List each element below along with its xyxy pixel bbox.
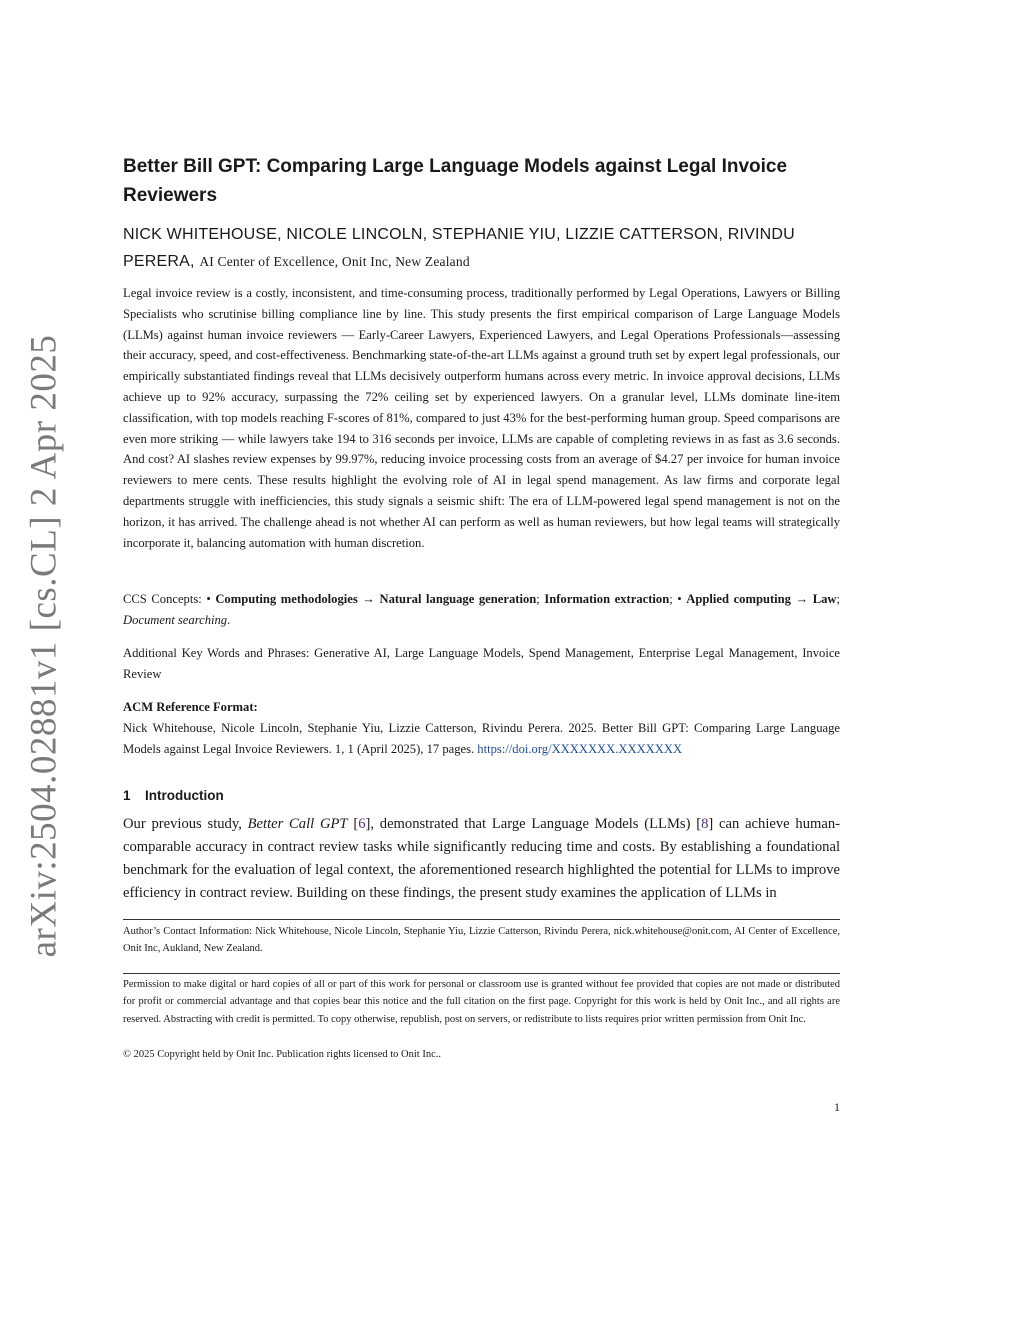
introduction-paragraph [123, 813, 840, 905]
ccs-separator: ; [836, 592, 840, 606]
acm-reference-format [123, 697, 840, 759]
ccs-term: Applied computing → Law [686, 592, 837, 606]
section-heading-introduction [123, 786, 840, 806]
ccs-separator: ; • [669, 592, 687, 606]
paper-title: Better Bill GPT: Comparing Large Language Models against Legal Invoice Reviewers [123, 156, 788, 206]
intro-text: ] can achieve human-comparable accuracy in contract review tasks while significantly reducing time and costs. By establishing a foundational benchmark for the evaluation of legal context, the aforementioned research highlighted the potential for LLMs to improve efficiency in contract review. Building on these findings, the present study examines the application of LLMs in [123, 816, 840, 902]
author-names: NICK WHITEHOUSE, NICOLE LINCOLN, STEPHANIE YIU, LIZZIE CATTERSON, RIVINDU PERERA, [123, 226, 795, 270]
citation-link[interactable]: 6 [358, 816, 366, 832]
page-number: 1 [834, 1100, 840, 1114]
copyright-notice: © 2025 Copyright held by Onit Inc. Publication rights licensed to Onit Inc.. [123, 1049, 441, 1060]
keywords: Additional Key Words and Phrases: Generative AI, Large Language Models, Spend Management, Enterprise Legal Management, Invoice Review [123, 646, 840, 681]
doi-link[interactable]: https://doi.org/XXXXXXX.XXXXXXX [477, 741, 683, 756]
intro-text: [ [347, 816, 359, 832]
permission-divider [123, 973, 840, 974]
citation-link[interactable]: 8 [701, 816, 709, 832]
ccs-term: Computing methodologies → Natural language generation [215, 592, 537, 606]
acm-reference-heading: ACM Reference Format: [123, 700, 258, 714]
section-title: Introduction [145, 788, 224, 803]
intro-text: ], demonstrated that Large Language Models (LLMs) [ [365, 816, 702, 832]
abstract: Legal invoice review is a costly, inconsistent, and time-consuming process, traditionally performed by Legal Operations, Lawyers or Billing Specialists who scrutinise billing compliance line by line. This study presents the first empirical comparison of Large Language Models (LLMs) against human invoice reviewers — Early-Career Lawyers, Experienced Lawyers, and Legal Operations Professionals—assessing their accuracy, speed, and cost-effectiveness. Benchmarking state-of-the-art LLMs against a ground truth set by expert legal professionals, our empirically substantiated findings reveal that LLMs decisively outperform humans across every metric. In invoice approval decisions, LLMs achieve up to 92% accuracy, surpassing the 72% ceiling set by experienced lawyers. On a granular level, LLMs dominate line-item classification, with top models reaching F-scores of 81%, compared to just 43% for the best-performing human group. Speed comparisons are even more striking — while lawyers take 194 to 316 seconds per invoice, LLMs are capable of completing reviews in as fast as 3.6 seconds. And cost? AI slashes review expenses by 99.97%, reducing invoice processing costs from an average of $4.27 per invoice for human invoice reviewers to mere cents. These results highlight the evolving role of AI in legal spend management. As law firms and corporate legal departments struggle with inefficiencies, this study signals a seismic shift: The era of LLM-powered legal spend management is not on the horizon, it has arrived. The challenge ahead is not whether AI can perform as well as human reviewers, but how legal teams will strategically incorporate it, balancing automation with human discretion. [123, 286, 840, 550]
author-contact-info: Author’s Contact Information: Nick Whitehouse, Nicole Lincoln, Stephanie Yiu, Lizzie Catterson, Rivindu Perera, nick.whitehouse@onit.com, AI Center of Excellence, Onit Inc, Aukland, New Zealand. [123, 926, 840, 955]
author-block [123, 221, 840, 275]
section-number: 1 [123, 788, 131, 803]
ccs-concepts [123, 589, 840, 631]
author-affiliation: AI Center of Excellence, Onit Inc, New Zealand [199, 254, 470, 269]
ccs-term: Document searching [123, 612, 228, 627]
ccs-label: CCS Concepts: • [123, 592, 216, 606]
ccs-separator: ; [536, 592, 545, 606]
ccs-separator: . [227, 612, 231, 627]
cited-work-title: Better Call GPT [247, 816, 348, 832]
footnote-divider [123, 919, 840, 920]
arxiv-identifier-stamp: arXiv:2504.02881v1 [cs.CL] 2 Apr 2025 [23, 334, 65, 958]
permission-notice: Permission to make digital or hard copies of all or part of this work for personal or classroom use is granted without fee provided that copies are not made or distributed for profit or commercial advantage and that copies bear this notice and the full citation on the first page. Copyright for this work is held by Onit Inc., and all rights are reserved. Abstracting with credit is permitted. To copy otherwise, republish, post on servers, or redistribute to lists requires prior written permission from Onit Inc. [123, 979, 840, 1025]
intro-text: Our previous study, [123, 816, 248, 832]
acm-reference-text: Nick Whitehouse, Nicole Lincoln, Stephanie Yiu, Lizzie Catterson, Rivindu Perera. 2025. Better Bill GPT: Comparing Large Language Models against Legal Invoice Reviewers. 1, 1 (April 2025), 17 pages. [123, 720, 840, 756]
ccs-term: Information extraction [544, 592, 670, 606]
